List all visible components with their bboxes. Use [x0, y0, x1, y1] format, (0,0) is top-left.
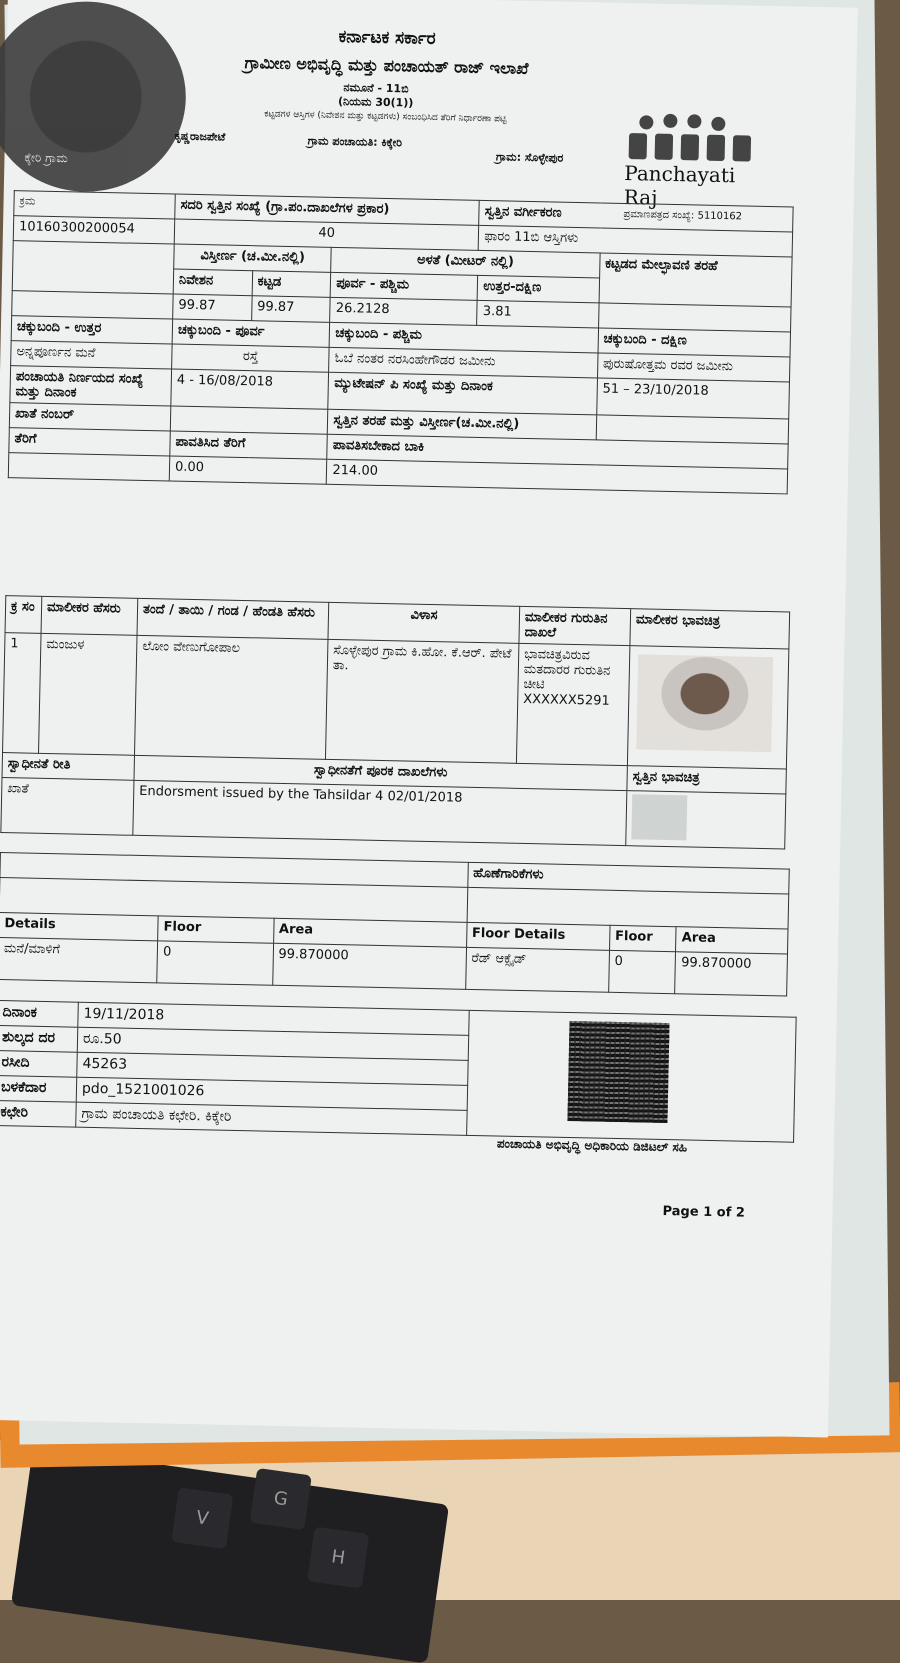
east-boundary: ರಸ್ತೆ: [172, 344, 330, 372]
page-number: Page 1 of 2: [662, 1203, 746, 1221]
possession-docs-label: ಸ್ವಾಧೀನತೆಗೆ ಪೂರಕ ದಾಖಲೆಗಳು: [134, 755, 627, 790]
property-photo: [631, 794, 687, 840]
user-id: pdo_1521001026: [76, 1077, 467, 1110]
tax-due: 214.00: [327, 459, 788, 494]
form-subtitle: ಕಟ್ಟಡಗಳ ಆಸ್ತಿಗಳ (ನಿವೇಶನ ಮತ್ತು ಕಟ್ಟಡಗಳು) ಸಂಬಂಧಿಸಿದ ತೆರಿಗೆ ನಿರ್ಧಾರಣಾ ಪಟ್ಟಿ: [264, 109, 507, 125]
floor-details-label: Floor Details: [466, 922, 610, 950]
prop-class-label: ಸ್ವತ್ತಿನ ವರ್ಗೀಕರಣ: [479, 200, 793, 232]
date-label: ದಿನಾಂಕ: [0, 1000, 78, 1027]
khata-label: ಖಾತೆ ನಂಬರ್: [9, 403, 170, 431]
paid-label: ಪಾವತಿಸಿದ ತೆರಿಗೆ: [170, 431, 328, 459]
east-label: ಚಕ್ಕುಬಂದಿ - ಪೂರ್ವ: [172, 319, 330, 347]
gov-title: ಕರ್ನಾಟಕ ಸರ್ಕಾರ: [338, 26, 436, 49]
mutation: 51 – 23/10/2018: [596, 378, 789, 419]
floor-table: [0, 852, 790, 997]
owner-no-label: ಕ್ರ ಸಂ: [5, 596, 42, 634]
fee-label: ಶುಲ್ಕದ ದರ: [0, 1025, 78, 1052]
possession-mode-label: ಸ್ವಾಧೀನತೆ ರೀತಿ: [2, 753, 134, 781]
ns-label: ಉತ್ತರ-ದಕ್ಷಿಣ: [478, 275, 600, 303]
prop-class: ಫಾರಂ 11ಬಿ ಆಸ್ತಿಗಳು: [479, 225, 793, 257]
type-area-label: ಸ್ವತ್ತಿನ ತರಹೆ ಮತ್ತು ವಿಸ್ತೀರ್ಣ(ಚ.ಮೀ.ನಲ್ಲಿ): [328, 409, 597, 440]
owner-id-number: XXXXXX5291: [523, 691, 610, 709]
left-floor-type: ಮನೆ/ಮಾಳಿಗೆ: [0, 938, 158, 983]
prop-id: 10160300200054: [13, 216, 174, 244]
left-floor-number: 0: [157, 941, 273, 985]
ew-length: 26.2128: [330, 297, 477, 325]
digital-signature: ಪಂಚಾಯತಿ ಅಭಿವೃದ್ಧಿ ಅಧಿಕಾರಿಯ ಡಿಜಿಟಲ್ ಸಹಿ: [496, 1136, 688, 1155]
left-area-label: Area: [273, 918, 466, 947]
tax-label: ತೆರಿಗೆ: [9, 428, 170, 456]
west-label: ಚಕ್ಕುಬಂದಿ - ಪಶ್ಚಿಮ: [330, 322, 599, 353]
liabilities-label: ಹೊಣೆಗಾರಿಕೆಗಳು: [467, 862, 789, 894]
office: ಗ್ರಾಮ ಪಂಚಾಯತಿ ಕಛೇರಿ. ಕಿಕ್ಕೇರಿ: [76, 1102, 467, 1135]
owner-id-proof: ಭಾವಚಿತ್ರವಿರುವ ಮತದಾರರ ಗುರುತಿನ ಚೀಟಿ: [523, 646, 611, 693]
building-label: ಕಟ್ಟಡ: [252, 271, 331, 298]
key-v: V: [171, 1487, 233, 1549]
owner-photo-label: ಮಾಲೀಕರ ಭಾವಚಿತ್ರ: [630, 609, 790, 649]
south-boundary: ಪುರುಷೋತ್ತಮ ರವರ ಜಮೀನು: [597, 353, 790, 382]
user-label: ಬಳಕೆದಾರ: [0, 1075, 77, 1102]
id-proof-label: ಮಾಲೀಕರ ಗುರುತಿನ ದಾಖಲೆ: [519, 606, 631, 645]
owner-table: [0, 595, 790, 849]
roof-label: ಕಟ್ಟಡದ ಮೇಲ್ಛಾವಣಿ ತರಹೆ: [599, 253, 792, 307]
due-label: ಪಾವತಿಸಬೇಕಾದ ಬಾಕಿ: [327, 434, 788, 469]
ew-label: ಪೂರ್ವ - ಪಶ್ಚಿಮ: [331, 272, 478, 300]
site-area: 99.87: [173, 294, 252, 321]
mutation-label: ಮ್ಯುಟೇಷನ್ ಪಿ ಸಂಖ್ಯೆ ಮತ್ತು ದಿನಾಂಕ: [328, 372, 597, 415]
prop-id-label: ಕ್ರಮ: [14, 191, 175, 219]
village: ಗ್ರಾಮ: ಸೊಳ್ಳೇಪುರ: [495, 150, 564, 165]
right-floor-label: Floor: [609, 925, 676, 951]
office-label: ಕಛೇರಿ: [0, 1100, 76, 1127]
left-floor-label: Floor: [158, 916, 274, 943]
west-boundary: ಓಬೆ ನಂತರ ನರಸಿಂಹೇಗೌಡರ ಜಮೀನು: [329, 347, 598, 378]
owner-photo: [636, 654, 773, 752]
left-floor-area: 99.870000: [272, 943, 466, 989]
dept-title: ಗ್ರಾಮೀಣ ಅಭಿವೃದ್ಧಿ ಮತ್ತು ಪಂಚಾಯತ್ ರಾಜ್ ಇಲಾಖೆ: [244, 52, 529, 78]
key-g: G: [250, 1468, 312, 1530]
fee: ರೂ.50: [77, 1027, 468, 1060]
right-floor-type: ರೆಡ್ ಆಕ್ಸೈಡ್: [465, 947, 609, 992]
right-floor-area: 99.870000: [675, 952, 787, 996]
south-label: ಚಕ್ಕುಬಂದಿ - ದಕ್ಷಿಣ: [598, 328, 791, 357]
issue-date: 19/11/2018: [78, 1002, 469, 1035]
property-photo-label: ಸ್ವತ್ತಿನ ಭಾವಚಿತ್ರ: [627, 766, 786, 794]
gram-panchayat: ಗ್ರಾಮ ಪಂಚಾಯತಿ: ಕಿಕ್ಕೇರಿ: [307, 134, 403, 150]
north-boundary: ಅನ್ನಪೂರ್ಣನ ಮನೆ: [11, 341, 172, 369]
right-floor-number: 0: [608, 950, 676, 993]
tax-paid: 0.00: [169, 456, 327, 484]
taluk: ಕೃಷ್ಣರಾಜಪೇಟೆ: [174, 129, 226, 144]
key-h: H: [307, 1527, 369, 1589]
owner-number: 1: [3, 633, 42, 754]
receipt-number: 45263: [77, 1052, 468, 1085]
rule-number: (ನಿಯಮ 30(1)): [337, 94, 414, 110]
measure-label: ಅಳತೆ (ಮೀಟರ್ ನಲ್ಲಿ): [331, 247, 600, 278]
possession-docs: Endorsment issued by the Tahsildar 4 02/01/2018: [133, 780, 627, 845]
resolution: 4 - 16/08/2018: [171, 369, 329, 409]
building-area: 99.87: [251, 296, 330, 323]
official-stamp: [0, 0, 188, 194]
prop-no: 40: [174, 219, 479, 250]
qr-code: [567, 1021, 669, 1123]
site-label: ನಿವೇಶನ: [173, 269, 252, 296]
property-table: [8, 190, 794, 494]
stamp-text: ಕ್ಕೇರಿ ಗ್ರಾಮ: [24, 150, 68, 166]
receipt-label: ರಸೀದಿ: [0, 1050, 77, 1077]
certificate-number: ಪ್ರಮಾಣಪತ್ರದ ಸಂಖ್ಯೆ: 5110162: [623, 208, 743, 223]
relation-label: ತಂದೆ / ತಾಯಿ / ಗಂಡ / ಹೆಂಡತಿ ಹೆಸರು: [137, 598, 329, 639]
footer-table: [0, 1000, 797, 1155]
resolution-label: ಪಂಚಾಯತಿ ನಿರ್ಣಯದ ಸಂಖ್ಯೆ ಮತ್ತು ದಿನಾಂಕ: [10, 366, 172, 406]
owner-name: ಮಂಜುಳ: [39, 633, 137, 755]
prop-no-label: ಸದರಿ ಸ್ವತ್ತಿನ ಸಂಖ್ಯೆ (ಗ್ರಾ.ಪಂ.ದಾಖಲೆಗಳ ಪ್ರಕಾರ): [175, 194, 480, 225]
owner-address: ಸೊಳ್ಳೇಪುರ ಗ್ರಾಮ ಕಿ.ಹೋ. ಕೆ.ಆರ್. ಪೇಟೆ ತಾ.: [325, 639, 518, 763]
ns-length: 3.81: [477, 300, 599, 328]
owner-name-label: ಮಾಲೀಕರ ಹೆಸರು: [41, 596, 138, 635]
address-label: ವಿಳಾಸ: [328, 602, 520, 643]
possession-mode: ಖಾತೆ: [1, 778, 134, 836]
form-number: ನಮೂನೆ - 11ಬಿ: [343, 81, 409, 96]
right-area-label: Area: [676, 927, 788, 954]
north-label: ಚಕ್ಕುಬಂದಿ - ಉತ್ತರ: [11, 316, 172, 344]
logo-text: Panchayati Raj: [623, 160, 736, 210]
details-label: Details: [0, 913, 158, 941]
owner-relation: ಲೋಂ ವೇಣುಗೋಪಾಲ: [135, 635, 328, 759]
area-label: ವಿಸ್ತೀರ್ಣ (ಚ.ಮೀ.ನಲ್ಲಿ): [174, 244, 332, 272]
